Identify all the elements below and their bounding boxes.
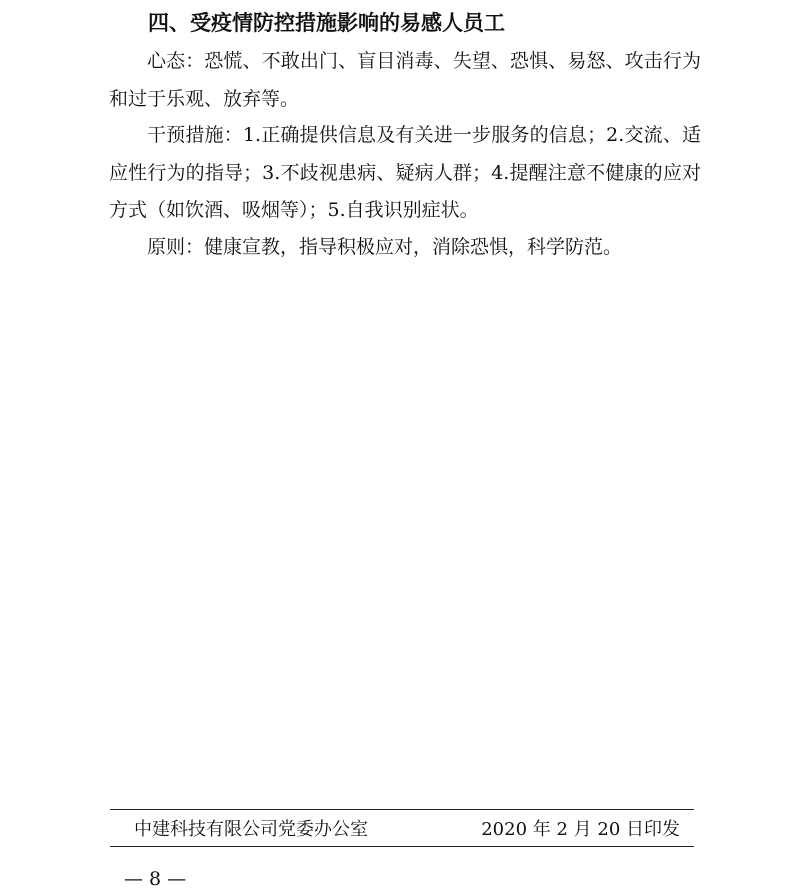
mindset-paragraph: 心态：恐慌、不敢出门、盲目消毒、失望、恐惧、易怒、攻击行为和过于乐观、放弃等。: [109, 50, 701, 110]
issuer-office: 中建科技有限公司党委办公室: [134, 819, 368, 840]
footer-top-rule: [110, 809, 694, 810]
print-date: 2020 年 2 月 20 日印发: [481, 819, 680, 840]
intervention-paragraph: 干预措施：1.正确提供信息及有关进一步服务的信息；2.交流、适应性行为的指导；3.不歧视患病、疑病人群；4.提醒注意不健康的应对方式（如饮酒、吸烟等）；5.自我识别症状。: [109, 124, 701, 221]
section-heading: 四、受疫情防控措施影响的易感人员工: [148, 11, 505, 35]
page-number: — 8 —: [124, 868, 187, 890]
principle-paragraph: 原则：健康宣教，指导积极应对，消除恐惧，科学防范。: [147, 236, 623, 258]
footer-bottom-rule: [110, 846, 694, 847]
